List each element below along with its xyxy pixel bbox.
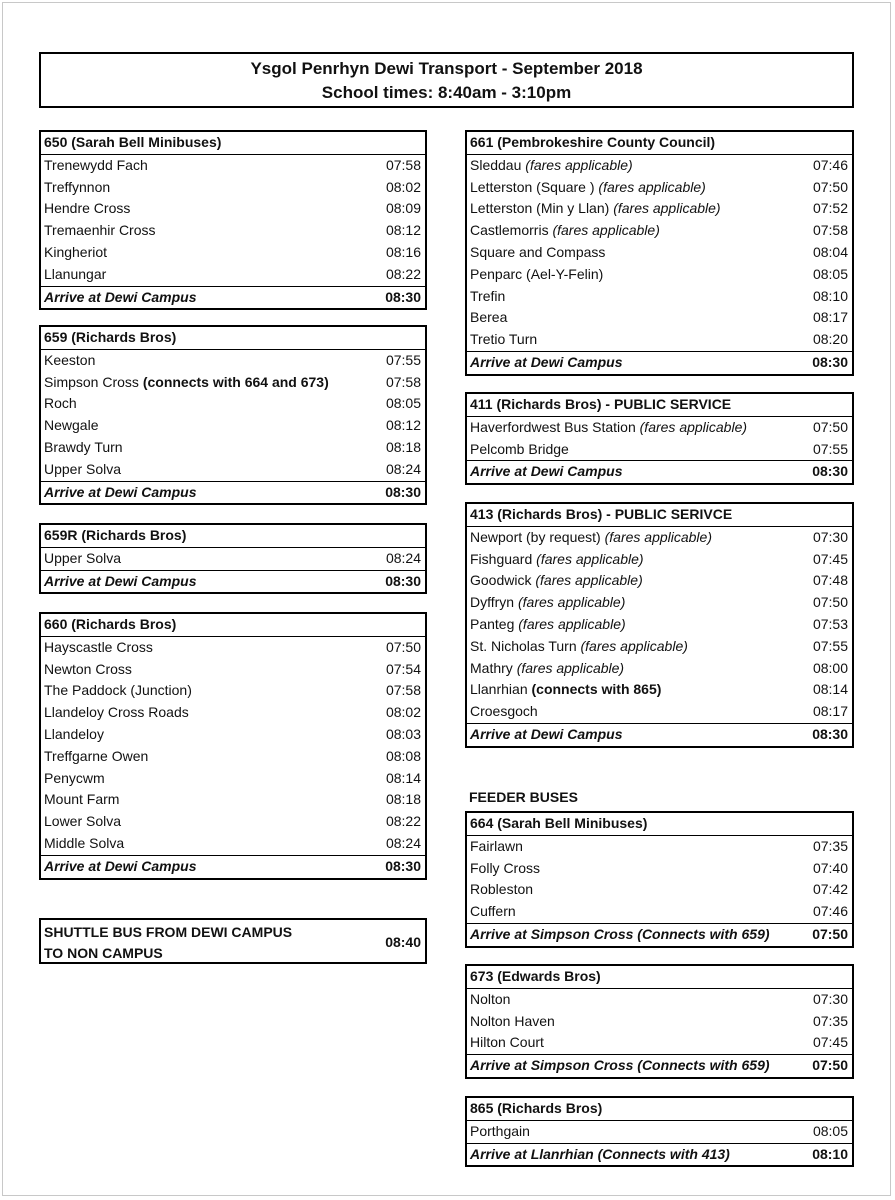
fare-note: (fares applicable) <box>518 615 626 632</box>
stop-row <box>41 220 425 242</box>
feeder-buses-heading: FEEDER BUSES <box>469 789 578 805</box>
stop-row <box>41 459 425 481</box>
stop-time: 07:55 <box>385 351 421 368</box>
stop-time: 08:05 <box>812 265 848 282</box>
stop-row <box>41 811 425 833</box>
route-header <box>467 132 852 155</box>
stop-time: 07:50 <box>812 418 848 435</box>
stop-name: Letterston (Min y Llan) (fares applicable) <box>470 200 721 217</box>
stop-row <box>467 858 852 880</box>
stop-time: 08:16 <box>385 243 421 260</box>
stop-name: Goodwick (fares applicable) <box>470 572 643 589</box>
stop-row <box>41 264 425 286</box>
stop-time: 07:58 <box>385 682 421 699</box>
stop-name: Newport (by request) (fares applicable) <box>470 528 712 545</box>
route-box-865 <box>465 1096 854 1167</box>
arrival-label: Arrive at Dewi Campus <box>44 572 197 589</box>
stop-row <box>467 286 852 308</box>
stop-row <box>41 350 425 372</box>
fare-note: (fares applicable) <box>516 659 625 676</box>
arrival-row <box>467 1143 852 1166</box>
stop-name: Keeston <box>44 351 96 368</box>
stop-time: 07:50 <box>812 178 848 195</box>
fare-note: (fares applicable) <box>580 637 688 654</box>
route-box-650 <box>39 130 427 310</box>
connection-note: (connects with 865) <box>531 681 662 698</box>
stop-time: 08:05 <box>812 1122 848 1139</box>
stop-name: Newgale <box>44 417 99 434</box>
route-header <box>467 966 852 989</box>
stop-row <box>41 393 425 415</box>
route-header-text: 661 (Pembrokeshire County Council) <box>470 134 716 150</box>
stop-name: Mathry (fares applicable) <box>470 659 625 676</box>
stop-name: Haverfordwest Bus Station (fares applicable) <box>470 418 748 435</box>
stop-name: Roch <box>44 395 77 412</box>
stop-time: 07:50 <box>385 638 421 655</box>
stop-time: 07:58 <box>385 373 421 390</box>
stop-time: 07:30 <box>812 528 848 545</box>
stop-row <box>41 789 425 811</box>
stop-row <box>467 614 852 636</box>
stop-name: Penparc (Ael-Y-Felin) <box>470 265 604 282</box>
route-box-661 <box>465 130 854 376</box>
stop-name: Simpson Cross (connects with 664 and 673) <box>44 373 329 390</box>
shuttle-time: 08:40 <box>385 934 421 950</box>
stop-name: Robleston <box>470 881 534 898</box>
arrival-label: Arrive at Dewi Campus <box>44 857 197 874</box>
stop-name: Square and Compass <box>470 243 606 260</box>
stop-name: Fairlawn <box>470 837 523 854</box>
stop-name: Trenewydd Fach <box>44 156 148 173</box>
stop-name: Hilton Court <box>470 1034 544 1051</box>
fare-note: (fares applicable) <box>517 594 626 611</box>
stop-row <box>467 307 852 329</box>
stop-row <box>467 1011 852 1033</box>
stop-name: Porthgain <box>470 1122 530 1139</box>
stop-row <box>41 833 425 855</box>
stop-name: Llandeloy Cross Roads <box>44 704 189 721</box>
stop-row <box>467 439 852 461</box>
stop-name: Mount Farm <box>44 791 120 808</box>
stop-name: Upper Solva <box>44 460 122 477</box>
stop-row <box>41 768 425 790</box>
stop-name: Berea <box>470 309 508 326</box>
school-times: School times: 8:40am - 3:10pm <box>321 83 572 102</box>
stop-time: 08:14 <box>812 681 848 698</box>
stop-time: 08:22 <box>385 813 421 830</box>
stop-time: 08:00 <box>812 659 848 676</box>
stop-name: Dyffryn (fares applicable) <box>470 594 626 611</box>
stop-name: Trefin <box>470 287 506 304</box>
stop-row <box>467 592 852 614</box>
stop-row <box>41 637 425 659</box>
arrival-row <box>467 351 852 374</box>
stop-row <box>467 701 852 723</box>
stop-time: 07:45 <box>812 1034 848 1051</box>
route-box-411 <box>465 392 854 485</box>
stop-row <box>41 680 425 702</box>
stop-name: Llanungar <box>44 265 107 282</box>
route-box-660 <box>39 612 427 880</box>
stop-row <box>41 372 425 394</box>
route-box-664 <box>465 811 854 948</box>
fare-note: (fares applicable) <box>639 418 748 435</box>
arrival-label: Arrive at Dewi Campus <box>44 483 197 500</box>
arrival-row <box>41 286 425 309</box>
fare-note: (fares applicable) <box>598 178 706 195</box>
stop-name: Penycwm <box>44 769 105 786</box>
stop-time: 08:05 <box>385 395 421 412</box>
arrival-time: 08:30 <box>385 483 421 500</box>
route-box-659r <box>39 523 427 594</box>
stop-name: Hendre Cross <box>44 200 131 217</box>
fare-note: (fares applicable) <box>535 572 643 589</box>
arrival-label: Arrive at Dewi Campus <box>470 353 623 370</box>
stop-time: 07:50 <box>812 594 848 611</box>
stop-time: 07:40 <box>812 859 848 876</box>
route-header-text: 660 (Richards Bros) <box>44 616 177 632</box>
stop-name: Nolton Haven <box>470 1012 555 1029</box>
stop-row <box>467 901 852 923</box>
stop-time: 07:46 <box>812 156 848 173</box>
stop-time: 08:18 <box>385 438 421 455</box>
stop-row <box>41 746 425 768</box>
stop-row <box>41 548 425 570</box>
stop-row <box>41 155 425 177</box>
stop-row <box>41 702 425 724</box>
arrival-label: Arrive at Simpson Cross (Connects with 659) <box>470 1057 770 1074</box>
stop-row <box>467 658 852 680</box>
stop-time: 08:24 <box>385 460 421 477</box>
stop-time: 08:17 <box>812 703 848 720</box>
stop-row <box>467 417 852 439</box>
arrival-row <box>41 570 425 593</box>
arrival-label: Arrive at Dewi Campus <box>470 463 623 480</box>
stop-name: The Paddock (Junction) <box>44 682 192 699</box>
stop-row <box>41 198 425 220</box>
stop-row <box>467 570 852 592</box>
route-header-text: 413 (Richards Bros) - PUBLIC SERIVCE <box>470 506 733 522</box>
fare-note: (fares applicable) <box>552 222 660 239</box>
stop-name: Letterston (Square ) (fares applicable) <box>470 178 706 195</box>
stop-time: 08:09 <box>385 200 421 217</box>
arrival-row <box>41 481 425 504</box>
title-line: Ysgol Penrhyn Dewi Transport - September 2018 <box>250 59 643 78</box>
stop-time: 07:55 <box>812 637 848 654</box>
route-header-text: 411 (Richards Bros) - PUBLIC SERVICE <box>470 396 732 412</box>
stop-name: Llanrhian (connects with 865) <box>470 681 662 698</box>
arrival-row <box>467 923 852 946</box>
route-header <box>41 614 425 637</box>
stop-time: 07:48 <box>812 572 848 589</box>
stop-name: Folly Cross <box>470 859 541 876</box>
route-box-659 <box>39 325 427 505</box>
fare-note: (fares applicable) <box>525 156 633 173</box>
stop-time: 07:54 <box>385 660 421 677</box>
route-header <box>467 504 852 527</box>
arrival-time: 08:30 <box>812 725 848 742</box>
stop-time: 07:53 <box>812 615 848 632</box>
stop-name: Llandeloy <box>44 725 104 742</box>
stop-row <box>41 437 425 459</box>
stop-name: Treffgarne Owen <box>44 747 149 764</box>
stop-time: 07:52 <box>812 200 848 217</box>
fare-note: (fares applicable) <box>536 550 644 567</box>
stop-time: 08:08 <box>385 747 421 764</box>
stop-time: 08:24 <box>385 549 421 566</box>
stop-row <box>467 879 852 901</box>
stop-name: St. Nicholas Turn (fares applicable) <box>470 637 688 654</box>
stop-time: 08:24 <box>385 834 421 851</box>
stop-row <box>467 1032 852 1054</box>
stop-time: 08:12 <box>385 417 421 434</box>
stop-time: 08:03 <box>385 725 421 742</box>
route-box-673 <box>465 964 854 1079</box>
shuttle-bus-box <box>39 918 427 964</box>
stop-time: 07:45 <box>812 550 848 567</box>
fare-note: (fares applicable) <box>604 528 712 545</box>
route-header-text: 664 (Sarah Bell Minibuses) <box>470 815 648 831</box>
stop-row <box>467 836 852 858</box>
stop-row <box>467 264 852 286</box>
route-box-413 <box>465 502 854 748</box>
stop-time: 07:35 <box>812 837 848 854</box>
arrival-time: 08:30 <box>385 857 421 874</box>
arrival-row <box>467 723 852 746</box>
stop-name: Kingheriot <box>44 243 108 260</box>
stop-row <box>41 415 425 437</box>
arrival-row <box>467 460 852 483</box>
stop-name: Sleddau (fares applicable) <box>470 156 633 173</box>
stop-row <box>467 177 852 199</box>
stop-row <box>41 659 425 681</box>
route-header-text: 659 (Richards Bros) <box>44 329 177 345</box>
stop-name: Upper Solva <box>44 549 122 566</box>
stop-time: 08:10 <box>812 287 848 304</box>
stop-name: Tremaenhir Cross <box>44 222 156 239</box>
route-header-text: 659R (Richards Bros) <box>44 527 187 543</box>
arrival-row <box>41 855 425 878</box>
stop-row <box>467 527 852 549</box>
arrival-time: 08:30 <box>812 463 848 480</box>
route-header <box>467 394 852 417</box>
arrival-row <box>467 1054 852 1077</box>
route-header <box>467 1098 852 1121</box>
stop-time: 07:42 <box>812 881 848 898</box>
stop-time: 08:18 <box>385 791 421 808</box>
stop-row <box>467 220 852 242</box>
stop-name: Tretio Turn <box>470 331 538 348</box>
stop-row <box>467 155 852 177</box>
stop-time: 08:17 <box>812 309 848 326</box>
route-header <box>41 327 425 350</box>
timetable-title <box>39 52 854 108</box>
stop-time: 08:04 <box>812 243 848 260</box>
fare-note: (fares applicable) <box>613 200 721 217</box>
stop-row <box>467 989 852 1011</box>
route-header-text: 650 (Sarah Bell Minibuses) <box>44 134 222 150</box>
stop-time: 07:30 <box>812 990 848 1007</box>
stop-row <box>467 198 852 220</box>
stop-row <box>41 724 425 746</box>
stop-time: 08:02 <box>385 704 421 721</box>
stop-time: 08:02 <box>385 178 421 195</box>
stop-name: Hayscastle Cross <box>44 638 153 655</box>
arrival-time: 07:50 <box>812 925 848 942</box>
stop-name: Newton Cross <box>44 660 132 677</box>
stop-name: Brawdy Turn <box>44 438 123 455</box>
stop-time: 07:35 <box>812 1012 848 1029</box>
stop-time: 08:22 <box>385 265 421 282</box>
route-header <box>467 813 852 836</box>
arrival-time: 08:30 <box>385 572 421 589</box>
stop-row <box>467 679 852 701</box>
stop-name: Middle Solva <box>44 834 125 851</box>
arrival-label: Arrive at Dewi Campus <box>44 288 197 305</box>
stop-name: Croesgoch <box>470 703 538 720</box>
stop-time: 07:58 <box>385 156 421 173</box>
connection-note: (connects with 664 and 673) <box>142 373 329 390</box>
stop-name: Lower Solva <box>44 813 122 830</box>
shuttle-label: SHUTTLE BUS FROM DEWI CAMPUS TO NON CAMPUS <box>44 924 293 961</box>
stop-time: 08:14 <box>385 769 421 786</box>
stop-row <box>467 549 852 571</box>
route-header <box>41 525 425 548</box>
stop-time: 08:12 <box>385 222 421 239</box>
arrival-time: 08:30 <box>812 353 848 370</box>
route-header-text: 865 (Richards Bros) <box>470 1100 603 1116</box>
stop-name: Castlemorris (fares applicable) <box>470 222 660 239</box>
stop-time: 07:46 <box>812 903 848 920</box>
stop-name: Panteg (fares applicable) <box>470 615 626 632</box>
stop-name: Nolton <box>470 990 511 1007</box>
stop-row <box>467 1121 852 1143</box>
stop-time: 08:20 <box>812 331 848 348</box>
stop-name: Fishguard (fares applicable) <box>470 550 644 567</box>
route-header <box>41 132 425 155</box>
arrival-time: 08:30 <box>385 288 421 305</box>
arrival-label: Arrive at Llanrhian (Connects with 413) <box>470 1145 730 1162</box>
arrival-time: 08:10 <box>812 1145 848 1162</box>
stop-time: 07:55 <box>812 440 848 457</box>
stop-name: Pelcomb Bridge <box>470 440 569 457</box>
stop-row <box>41 242 425 264</box>
route-header-text: 673 (Edwards Bros) <box>470 968 601 984</box>
arrival-label: Arrive at Dewi Campus <box>470 725 623 742</box>
stop-row <box>467 329 852 351</box>
stop-row <box>467 636 852 658</box>
arrival-time: 07:50 <box>812 1057 848 1074</box>
stop-row <box>41 177 425 199</box>
stop-name: Treffynnon <box>44 178 111 195</box>
stop-name: Cuffern <box>470 903 516 920</box>
arrival-label: Arrive at Simpson Cross (Connects with 659) <box>470 925 770 942</box>
stop-row <box>467 242 852 264</box>
stop-time: 07:58 <box>812 222 848 239</box>
